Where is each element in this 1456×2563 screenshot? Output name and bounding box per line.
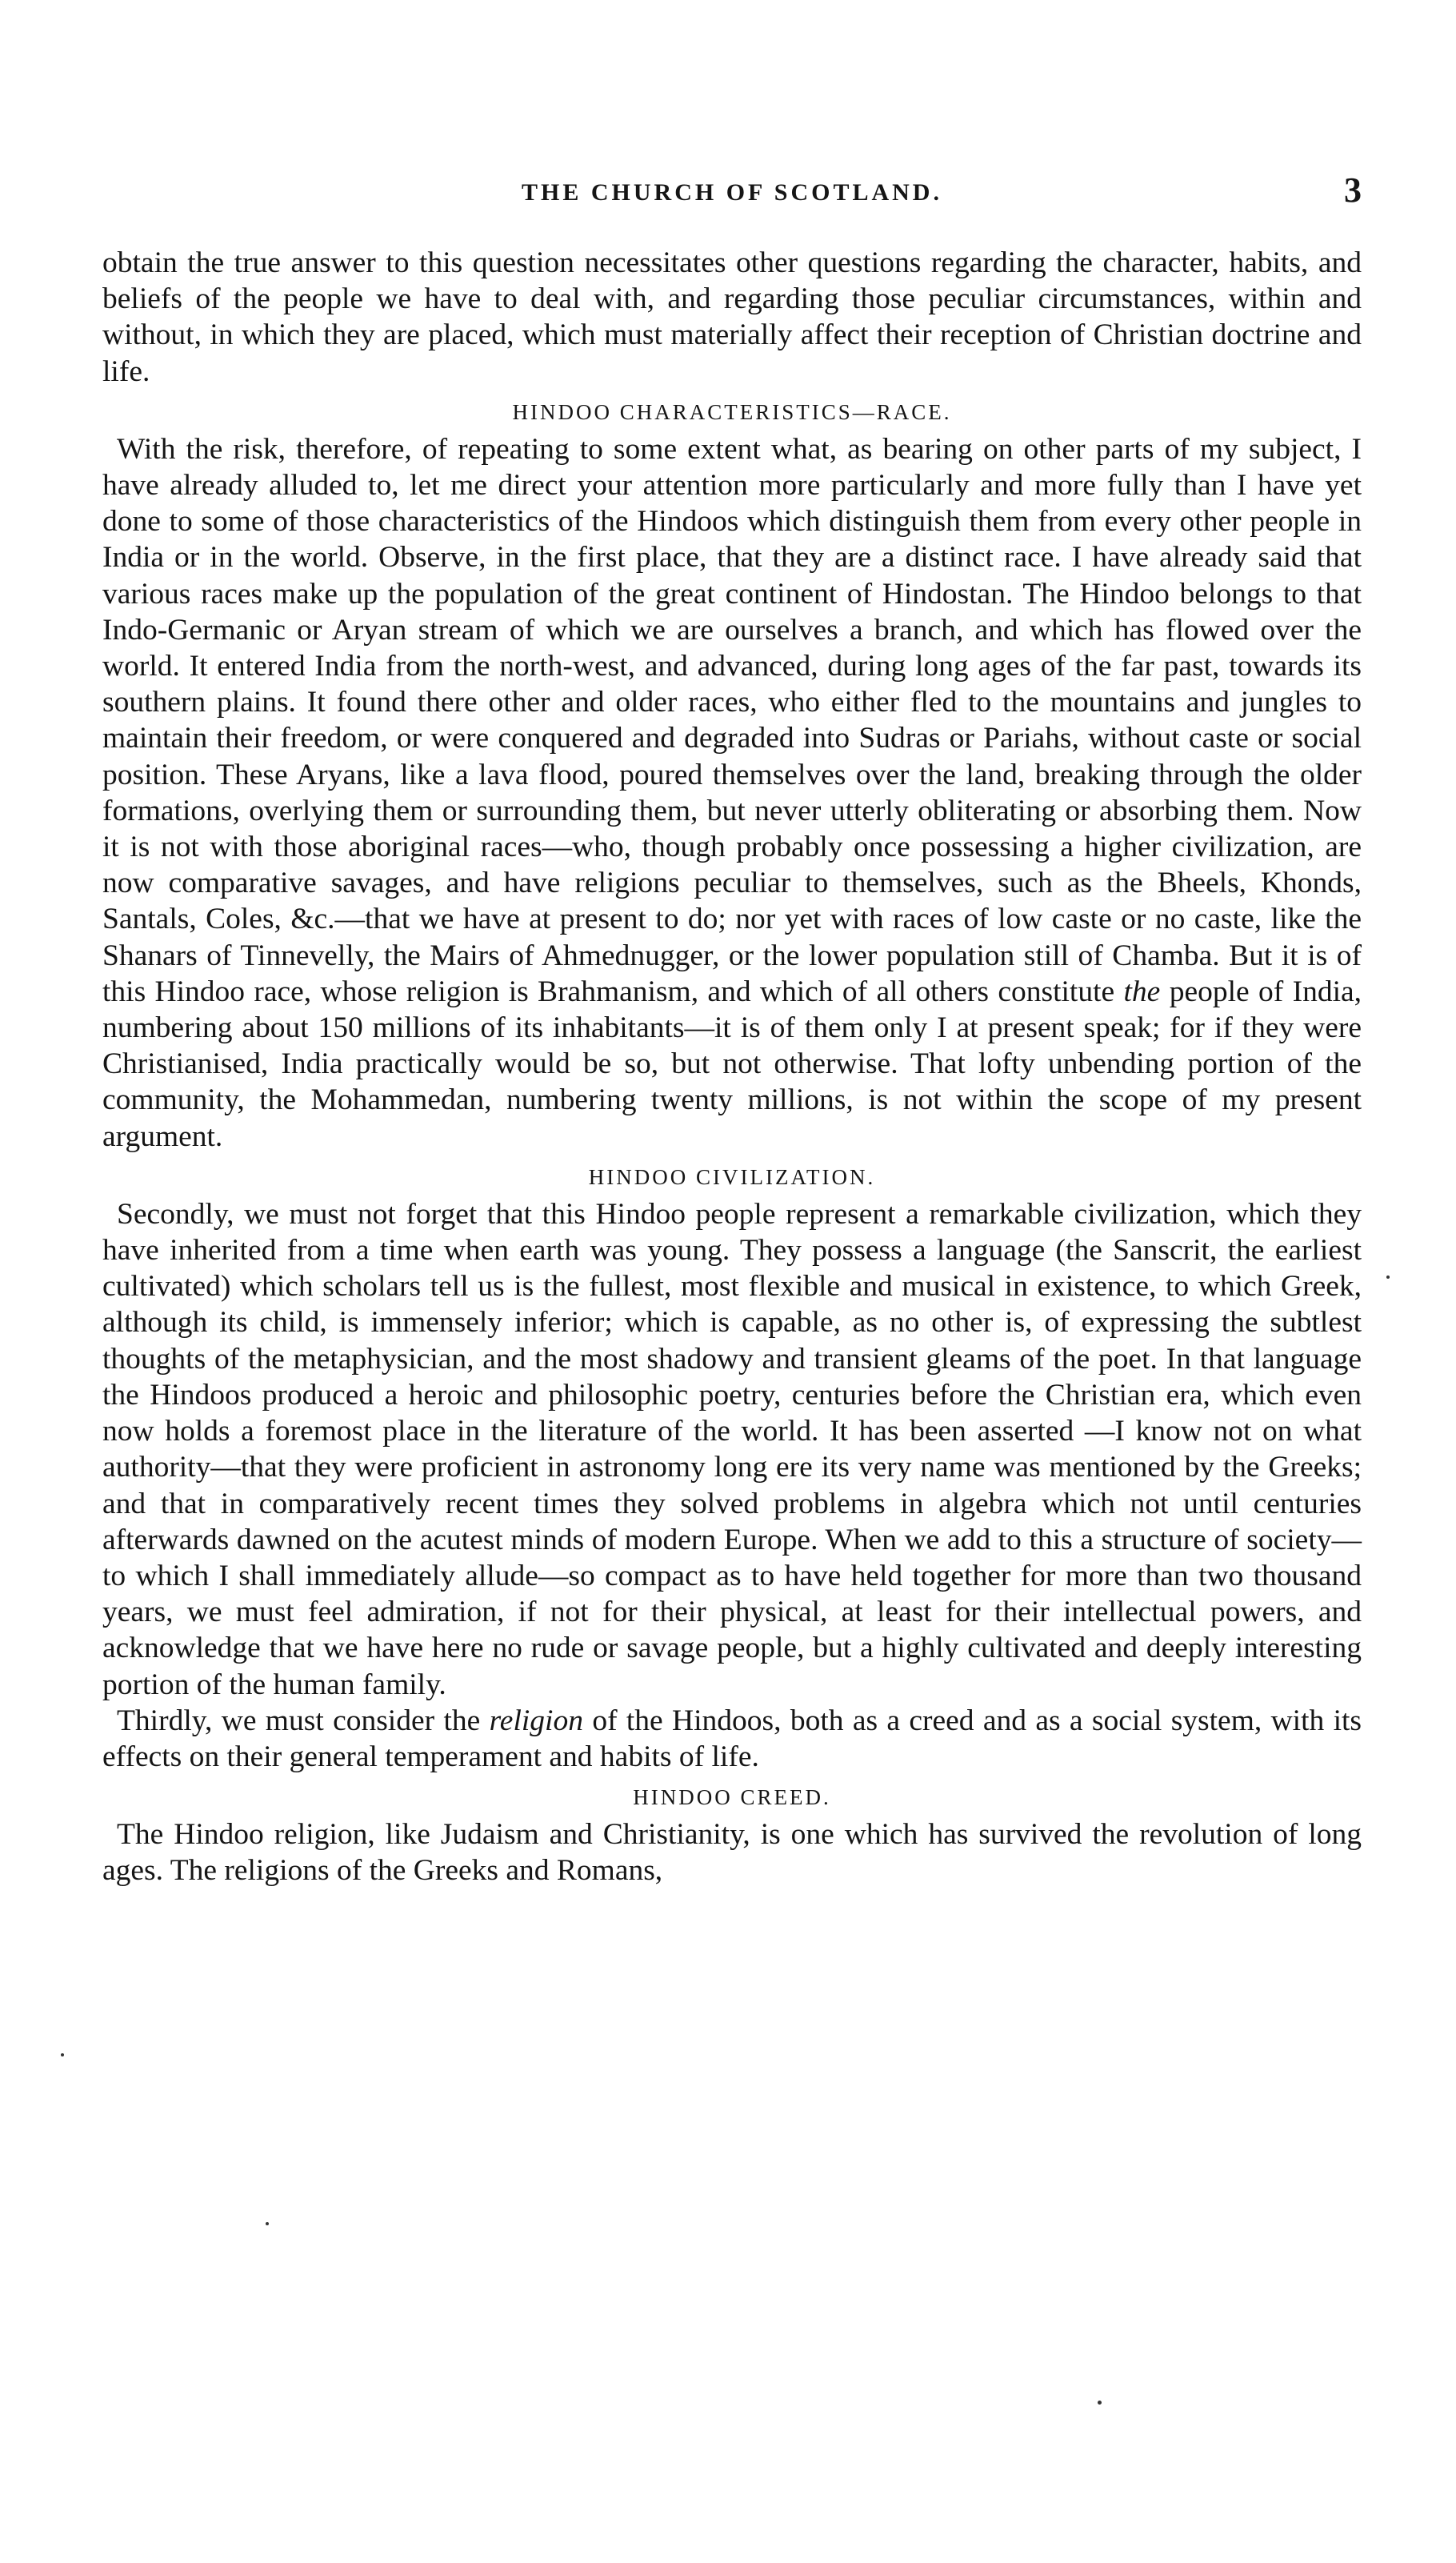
ink-speck: [1098, 2401, 1102, 2405]
race-paragraph: [102, 431, 1362, 1155]
intro-paragraph: obtain the true answer to this question necessitates other questions regarding the character, habits, and beliefs of the people we have to deal with, and regarding those peculiar circumstances, within and without, in which they are placed, which must materially affect their reception of Christian doctrine and life.: [102, 246, 1362, 388]
religion-emphasis: religion: [489, 1704, 583, 1737]
running-head: [102, 170, 1362, 218]
creed-paragraph: The Hindoo religion, like Judaism and Christianity, is one which has survived the revolution of long ages. The religions of the Greeks and Romans,: [102, 1818, 1362, 1888]
ink-speck: [61, 2053, 64, 2056]
page-body: [102, 245, 1362, 1889]
running-title: THE CHURCH OF SCOTLAND.: [522, 179, 942, 206]
race-paragraph-text: With the risk, therefore, of repeating to some extent what, as bearing on other parts of my subject, I have already alluded to, let me direct your attention more particularly and more fully than I have yet done to some of those characteristics of the Hindoos which distinguish them from every other people in India or in the world. Observe, in the first place, that they are a distinct race. I have already said that various races make up the population of the great continent of Hindostan. The Hindoo belongs to that Indo-Germanic or Aryan stream of which we are ourselves a branch, and which has flowed over the world. It entered India from the north-west, and advanced, during long ages of the far past, towards its southern plains. It found there other and older races, who either fled to the mountains and jungles to maintain their freedom, or were conquered and degraded into Sudras or Pariahs, without caste or social position. These Aryans, like a lava flood, poured themselves over the land, breaking through the older formations, overlying them or surrounding them, but never utterly obliterating or absorbing them. Now it is not with those aboriginal races—who, though probably once possessing a higher civilization, are now comparative savages, and have religions peculiar to themselves, such as the Bheels, Khonds, Santals, Coles, &c.—that we have at present to do; nor yet with races of low caste or no caste, like the Shanars of Tinnevelly, the Mairs of Ahmednugger, or the lower population still of Chamba. But it is of this Hindoo race, whose religion is Brahmanism, and which of all others constitute: [102, 432, 1362, 1008]
civilization-paragraph: Secondly, we must not forget that this Hindoo people represent a remarkable civilization, which they have inherited from a time when earth was young. They possess a language (the Sanscrit, the earliest cultivated) which scholars tell us is the fullest, most flexible and musical in existence, to which Greek, although its child, is immensely inferior; which is capable, as no other is, of expressing the subtlest thoughts of the metaphysician, and the most shadowy and transient gleams of the poet. In that language the Hindoos produced a heroic and philosophic poetry, centuries before the Christian era, which even now holds a foremost place in the literature of the world. It has been asserted —I know not on what authority—that they were proficient in astronomy long ere its very name was mentioned by the Greeks; and that in comparatively recent times they solved problems in algebra which not until centuries afterwards dawned on the acutest minds of modern Europe. When we add to this a structure of society—to which I shall immediately allude—so compact as to have held together for more than two thousand years, we must feel admiration, if not for their physical, at least for their intellectual powers, and acknowledge that we have here no rude or savage people, but a highly cultivated and deeply interesting portion of the human family.: [102, 1197, 1362, 1701]
religion-intro-paragraph: [102, 1703, 1362, 1775]
ink-speck: [266, 2222, 269, 2225]
section-heading-creed: HINDOO CREED.: [633, 1785, 831, 1810]
page-number: 3: [1344, 170, 1362, 210]
section-heading-race: HINDOO CHARACTERISTICS—RACE.: [512, 399, 952, 424]
race-paragraph-text-continued: people of India, numbering about 150 millions of its inhabitants—it is of them only I at present speak; for if they were Christianised, India practically would be so, but not otherwise. That lofty unbending portion of the community, the Mohammedan, numbering twenty millions, is not within the scope of my present argument.: [102, 975, 1362, 1153]
religion-intro-text-continued: of the Hindoos, both as a creed and as a social system, with its effects on their general temperament and habits of life.: [102, 1704, 1362, 1773]
ink-speck: [1386, 1275, 1390, 1279]
section-heading-civilization: HINDOO CIVILIZATION.: [588, 1164, 876, 1189]
religion-intro-text: Thirdly, we must consider the: [117, 1704, 481, 1737]
race-paragraph-emphasis: the: [1123, 975, 1161, 1008]
